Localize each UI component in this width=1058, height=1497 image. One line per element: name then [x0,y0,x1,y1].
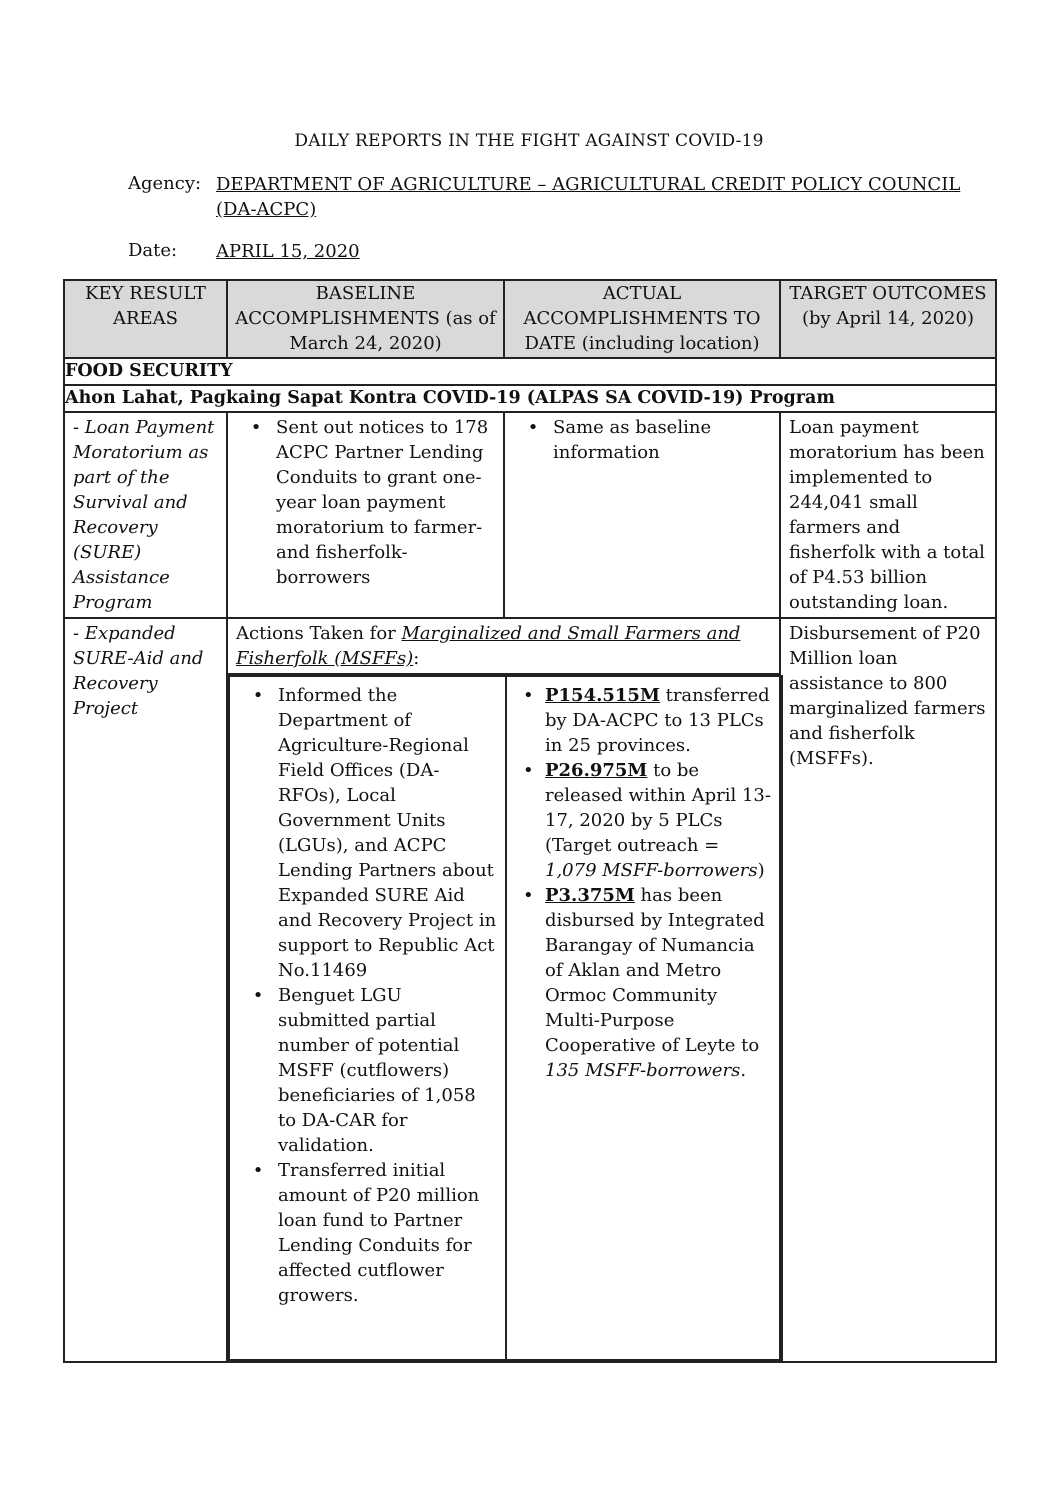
list-item [523,758,775,883]
actual-item-italic: 135 MSFF-borrowers [545,1060,741,1081]
actual-text: Same as baseline information [553,417,712,463]
agency-value-line2: (DA-ACPC) [216,199,317,220]
baseline-cell [229,676,506,1360]
col-header-baseline: BASELINE ACCOMPLISHMENTS (as of March 24, 2020) [227,280,504,358]
actual-cell [506,676,782,1360]
actions-heading [228,619,779,675]
list-item [527,415,771,465]
report-table [63,279,997,1363]
table-row [64,412,996,618]
kra-cell: - Expanded SURE-Aid and Recovery Project [64,618,227,1362]
list-item [523,883,775,1083]
baseline-item-text: Transferred initial amount of P20 million loan fund to Partner Lending Conduits for affected cutflower growers. [278,1160,480,1306]
actual-item-text: to be released within April 13-17, 2020 by 5 PLCs (Target outreach = [545,760,771,856]
actions-suffix: : [413,648,420,669]
program-title: Ahon Lahat, Pagkaing Sapat Kontra COVID-19 (ALPAS SA COVID-19) Program [64,385,996,412]
list-item [523,683,775,758]
bullet-icon: • [527,417,539,438]
actions-target-group: Marginalized and Small Farmers and Fisherfolk (MSFFs) [236,623,741,669]
amount: P26.975M [545,760,648,781]
agency-label: Agency: [128,173,202,194]
bullet-icon: • [523,685,534,706]
actions-subtable [228,675,783,1361]
agency-value-line1: DEPARTMENT OF AGRICULTURE – AGRICULTURAL CREDIT POLICY COUNCIL [216,174,961,195]
header-row [64,280,996,358]
page-title: DAILY REPORTS IN THE FIGHT AGAINST COVID-19 [294,131,764,151]
table-row [64,618,996,1362]
bullet-icon: • [252,985,264,1006]
kra-cell: - Loan Payment Moratorium as part of the Survival and Recovery (SURE) Assistance Program [64,412,227,618]
baseline-item-text: Informed the Department of Agriculture-Regional Field Offices (DA-RFOs), Local Government Units (LGUs), and ACPC Lending Partners about Expanded SURE Aid and Recovery Project in support to Republic Act No.11469 [278,685,497,981]
actual-item-italic: 1,079 MSFF-borrowers [545,860,758,881]
baseline-text: Sent out notices to 178 ACPC Partner Lending Conduits to grant one-year loan payment moratorium to farmer- and fisherfolk-borrowers [276,417,489,588]
target-cell: Loan payment moratorium has been implemented to 244,041 small farmers and fisherfolk with a total of P4.53 billion outstanding loan. [780,412,996,618]
bullet-icon: • [252,1160,264,1181]
bullet-icon: • [523,885,534,906]
actual-item-tail: . [740,1060,747,1081]
col-header-actual: ACTUAL ACCOMPLISHMENTS TO DATE (including location) [504,280,780,358]
actions-cell [227,618,780,1362]
section-row [64,358,996,385]
list-item [252,683,497,983]
amount: P3.375M [545,885,635,906]
amount: P154.515M [545,685,660,706]
list-item [252,983,497,1158]
section-title: FOOD SECURITY [64,358,996,385]
bullet-icon: • [523,760,534,781]
list-item [250,415,495,590]
actual-item-text: transferred by DA-ACPC to 13 PLCs in 25 provinces. [545,685,770,756]
actual-item-text: has been disbursed by Integrated Barangay of Numancia of Aklan and Metro Ormoc Community Multi-Purpose Cooperative of Leyte to [545,885,765,1056]
actual-cell [504,412,780,618]
program-row [64,385,996,412]
col-header-kra: KEY RESULT AREAS [64,280,227,358]
baseline-cell [227,412,504,618]
baseline-item-text: Benguet LGU submitted partial number of potential MSFF (cutflowers) beneficiaries of 1,058 to DA-CAR for validation. [278,985,476,1156]
date-label: Date: [128,240,178,261]
list-item [252,1158,497,1308]
col-header-target: TARGET OUTCOMES (by April 14, 2020) [780,280,996,358]
actions-prefix: Actions Taken for [236,623,402,644]
bullet-icon: • [250,417,262,438]
actual-item-tail: ) [757,860,765,881]
target-cell: Disbursement of P20 Million loan assistance to 800 marginalized farmers and fisherfolk (MSFFs). [780,618,996,1362]
bullet-icon: • [252,685,264,706]
date-value: APRIL 15, 2020 [216,241,360,262]
